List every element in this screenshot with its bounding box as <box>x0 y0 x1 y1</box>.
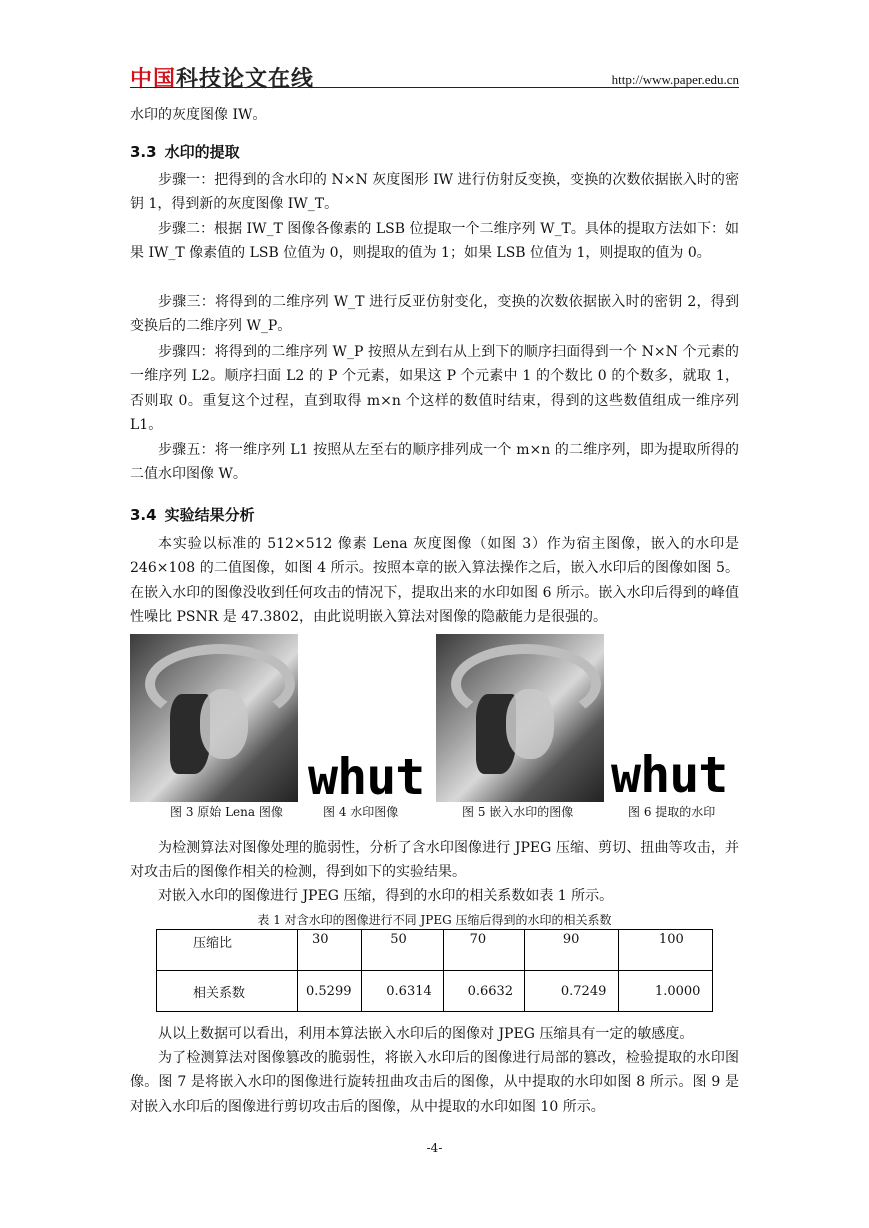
section-title: 实验结果分析 <box>164 506 255 524</box>
figure-caption-3: 图 3 原始 Lena 图像 <box>170 805 283 819</box>
header-rule <box>130 87 739 88</box>
paragraph-p0: 水印的灰度图像 IW。 <box>130 107 267 123</box>
face-shape <box>506 689 554 759</box>
section-heading-3-3 <box>130 141 240 162</box>
header-url[interactable]: http://www.paper.edu.cn <box>611 72 739 87</box>
table-cell: 70 <box>443 930 524 971</box>
paragraph-conclusion: 从以上数据可以看出，利用本算法嵌入水印后的图像对 JPEG 压缩具有一定的敏感度。 <box>158 1026 694 1042</box>
table-cell: 1.0000 <box>618 971 712 1012</box>
figure-lena-watermarked <box>436 634 604 802</box>
section-number: 3.3 <box>130 143 157 161</box>
figure-caption-5: 图 5 嵌入水印的图像 <box>462 805 574 819</box>
paragraph-jpeg: 对嵌入水印的图像进行 JPEG 压缩，得到的水印的相关系数如表 1 所示。 <box>158 888 614 904</box>
paragraph-experiment: 本实验以标准的 512×512 像素 Lena 灰度图像（如图 3）作为宿主图像，嵌入的水印是 246×108 的二值图像，如图 4 所示。按照本章的嵌入算法操作之后，嵌入水印后的图像如图 5。在嵌入水印的图像没收到任何攻击的情况下，提取出来的水印如图 6 所示。嵌入水印后得到的峰值性噪比 PSNR 是 47.3802，由此说明嵌入算法对图像的隐蔽能力是很强的。 <box>130 536 739 625</box>
row-label: 压缩比 <box>157 930 298 971</box>
paragraph-step1: 步骤一：把得到的含水印的 N×N 灰度图形 IW 进行仿射反变换，变换的次数依据嵌入时的密钥 1，得到新的灰度图像 IW_T。 <box>130 172 739 213</box>
table-cell: 100 <box>618 930 712 971</box>
paragraph-step2: 步骤二：根据 IW_T 图像各像素的 LSB 位提取一个二维序列 W_T。具体的提取方法如下：如果 IW_T 像素值的 LSB 位值为 0，则提取的值为 1；如果 LSB 位值为 1，则提取的值为 0。 <box>130 221 739 262</box>
table-cell: 50 <box>362 930 443 971</box>
table-row <box>157 930 713 971</box>
figure-extracted-watermark: whut <box>611 746 728 804</box>
section-heading-3-4 <box>130 504 255 525</box>
table-cell: 30 <box>298 930 362 971</box>
logo-red-text: 中国 <box>130 67 177 92</box>
figure-watermark: whut <box>308 748 425 806</box>
table-caption: 表 1 对含水印的图像进行不同 JPEG 压缩后得到的水印的相关系数 <box>257 913 612 927</box>
table-cell: 0.7249 <box>524 971 618 1012</box>
table-cell: 0.6314 <box>362 971 443 1012</box>
logo-text: 科技论文在线 <box>176 67 315 92</box>
paragraph-step3: 步骤三：将得到的二维序列 W_T 进行反亚仿射变化，变换的次数依据嵌入时的密钥 2，得到变换后的二维序列 W_P。 <box>130 294 739 335</box>
section-title: 水印的提取 <box>164 143 240 161</box>
page-number: -4- <box>426 1141 443 1155</box>
figure-caption-4: 图 4 水印图像 <box>323 805 399 819</box>
row-label: 相关系数 <box>157 971 298 1012</box>
table-cell: 90 <box>524 930 618 971</box>
paragraph-step5: 步骤五：将一维序列 L1 按照从左至右的顺序排列成一个 m×n 的二维序列，即为提取所得的二值水印图像 W。 <box>130 442 739 483</box>
paragraph-step4: 步骤四：将得到的二维序列 W_P 按照从左到右从上到下的顺序扫面得到一个 N×N 个元素的一维序列 L2。顺序扫面 L2 的 P 个元素，如果这 P 个元素中 1 的个数比 0 的个数多，就取 1，否则取 0。重复这个过程，直到取得 m×n 个这样的数值时结束，得到的这些数值组成一维序列 L1。 <box>130 344 739 433</box>
site-logo <box>130 62 314 93</box>
table-cell: 0.6632 <box>443 971 524 1012</box>
paragraph-fragility: 为检测算法对图像处理的脆弱性，分析了含水印图像进行 JPEG 压缩、剪切、扭曲等攻击，并对攻击后的图像作相关的检测，得到如下的实验结果。 <box>130 840 739 881</box>
table-row <box>157 971 713 1012</box>
section-number: 3.4 <box>130 506 157 524</box>
table-cell: 0.5299 <box>298 971 362 1012</box>
results-table <box>156 929 713 1012</box>
figure-lena-original <box>130 634 298 802</box>
figure-caption-6: 图 6 提取的水印 <box>628 805 716 819</box>
paragraph-tamper: 为了检测算法对图像篡改的脆弱性，将嵌入水印后的图像进行局部的篡改，检验提取的水印图像。图 7 是将嵌入水印的图像进行旋转扭曲攻击后的图像，从中提取的水印如图 8 所示。图 9 是对嵌入水印后的图像进行剪切攻击后的图像，从中提取的水印如图 10 所示。 <box>130 1050 739 1115</box>
face-shape <box>200 689 248 759</box>
